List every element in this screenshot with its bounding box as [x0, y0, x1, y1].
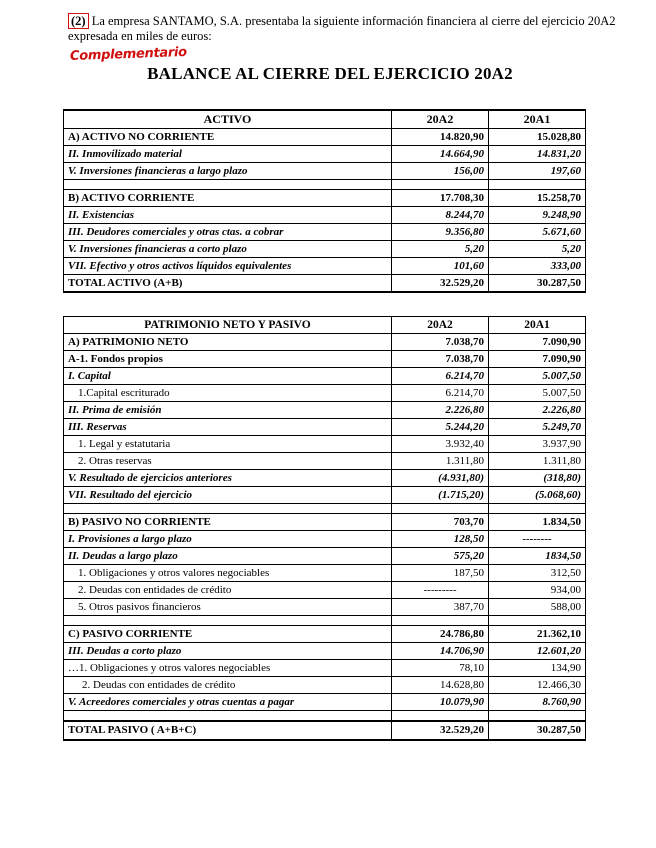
value-20a1: 21.362,10: [489, 626, 586, 643]
header-cell: PATRIMONIO NETO Y PASIVO: [64, 317, 392, 334]
value-20a1: 197,60: [489, 163, 586, 180]
row-label: C) PASIVO CORRIENTE: [64, 626, 392, 643]
row-label: V. Inversiones financieras a corto plazo: [64, 241, 392, 258]
value-20a2: 1.311,80: [392, 453, 489, 470]
table-header-row: [64, 317, 586, 334]
value-20a2: 10.079,90: [392, 694, 489, 711]
value-20a2: 187,50: [392, 565, 489, 582]
value-20a2: 6.214,70: [392, 368, 489, 385]
table-row: [64, 470, 586, 487]
table-row: [64, 694, 586, 711]
value-20a2: 387,70: [392, 599, 489, 616]
row-label: III. Deudas a corto plazo: [64, 643, 392, 660]
table-row: [64, 351, 586, 368]
value-20a2: 8.244,70: [392, 207, 489, 224]
row-label: 1. Obligaciones y otros valores negociables: [64, 565, 392, 582]
value-20a1: 5.007,50: [489, 368, 586, 385]
header-cell: ACTIVO: [64, 110, 392, 129]
table-row: [64, 643, 586, 660]
header-cell: 20A2: [392, 110, 489, 129]
row-label: I. Capital: [64, 368, 392, 385]
spacer-row: [64, 616, 586, 626]
table-row: [64, 565, 586, 582]
row-label: TOTAL PASIVO ( A+B+C): [64, 721, 392, 740]
table-row: [64, 241, 586, 258]
value-20a2: 9.356,80: [392, 224, 489, 241]
table-row: [64, 146, 586, 163]
value-20a1: 333,00: [489, 258, 586, 275]
value-20a2: 575,20: [392, 548, 489, 565]
value-20a1: (5.068,60): [489, 487, 586, 504]
intro-paragraph: [68, 14, 628, 44]
table-row: [64, 419, 586, 436]
table-row: [64, 626, 586, 643]
table-row: [64, 334, 586, 351]
table-row: [64, 207, 586, 224]
row-label: 2. Otras reservas: [64, 453, 392, 470]
row-label: TOTAL ACTIVO (A+B): [64, 275, 392, 293]
value-20a2: 128,50: [392, 531, 489, 548]
row-label: II. Existencias: [64, 207, 392, 224]
spacer-row: [64, 711, 586, 722]
value-20a1: 30.287,50: [489, 721, 586, 740]
value-20a1: 12.466,30: [489, 677, 586, 694]
table-row: [64, 190, 586, 207]
value-20a1: 5.671,60: [489, 224, 586, 241]
row-label: II. Inmovilizado material: [64, 146, 392, 163]
value-20a1: 7.090,90: [489, 351, 586, 368]
row-label: B) PASIVO NO CORRIENTE: [64, 514, 392, 531]
row-label: A) PATRIMONIO NETO: [64, 334, 392, 351]
spacer-row: [64, 180, 586, 190]
value-20a1: 12.601,20: [489, 643, 586, 660]
value-20a2: 78,10: [392, 660, 489, 677]
table-row: [64, 258, 586, 275]
row-label: VII. Efectivo y otros activos líquidos equivalentes: [64, 258, 392, 275]
table-row: [64, 548, 586, 565]
value-20a1: 3.937,90: [489, 436, 586, 453]
row-label: V. Acreedores comerciales y otras cuentas a pagar: [64, 694, 392, 711]
value-20a2: 156,00: [392, 163, 489, 180]
handwritten-note: Complementario: [69, 44, 188, 65]
spacer-row: [64, 504, 586, 514]
value-20a2: 5,20: [392, 241, 489, 258]
row-label: …1. Obligaciones y otros valores negociables: [64, 660, 392, 677]
value-20a1: 588,00: [489, 599, 586, 616]
value-20a2: 6.214,70: [392, 385, 489, 402]
value-20a1: 1.834,50: [489, 514, 586, 531]
row-label: A-1. Fondos propios: [64, 351, 392, 368]
exercise-number: (2): [68, 13, 89, 29]
table-row: [64, 402, 586, 419]
table-row: [64, 582, 586, 599]
row-label: B) ACTIVO CORRIENTE: [64, 190, 392, 207]
total-row: [64, 721, 586, 740]
table-row: [64, 453, 586, 470]
value-20a2: 7.038,70: [392, 334, 489, 351]
header-cell: 20A2: [392, 317, 489, 334]
header-cell: 20A1: [489, 317, 586, 334]
table-row: [64, 660, 586, 677]
row-label: V. Resultado de ejercicios anteriores: [64, 470, 392, 487]
value-20a1: 15.258,70: [489, 190, 586, 207]
row-label: 1. Legal y estatutaria: [64, 436, 392, 453]
table-row: [64, 224, 586, 241]
row-label: V. Inversiones financieras a largo plazo: [64, 163, 392, 180]
row-label: A) ACTIVO NO CORRIENTE: [64, 129, 392, 146]
value-20a2: 3.932,40: [392, 436, 489, 453]
value-20a2: 14.820,90: [392, 129, 489, 146]
value-20a2: 32.529,20: [392, 275, 489, 293]
value-20a1: 5,20: [489, 241, 586, 258]
value-20a2: 7.038,70: [392, 351, 489, 368]
value-20a2: 101,60: [392, 258, 489, 275]
value-20a2: 2.226,80: [392, 402, 489, 419]
table-row: [64, 487, 586, 504]
value-20a2: 17.708,30: [392, 190, 489, 207]
value-20a2: 14.664,90: [392, 146, 489, 163]
value-20a1: 15.028,80: [489, 129, 586, 146]
value-20a1: 2.226,80: [489, 402, 586, 419]
value-20a1: 5.249,70: [489, 419, 586, 436]
row-label: II. Deudas a largo plazo: [64, 548, 392, 565]
value-20a2: (4.931,80): [392, 470, 489, 487]
value-20a1: --------: [489, 531, 586, 548]
value-20a1: 30.287,50: [489, 275, 586, 293]
row-label: III. Reservas: [64, 419, 392, 436]
row-label: 1.Capital escriturado: [64, 385, 392, 402]
row-label: 2. Deudas con entidades de crédito: [64, 677, 392, 694]
table-row: [64, 436, 586, 453]
table-row: [64, 163, 586, 180]
total-row: [64, 275, 586, 293]
page-title: BALANCE AL CIERRE DEL EJERCICIO 20A2: [147, 64, 513, 83]
pasivo-table: [63, 316, 586, 741]
value-20a1: (318,80): [489, 470, 586, 487]
table-row: [64, 368, 586, 385]
value-20a2: 5.244,20: [392, 419, 489, 436]
value-20a2: ---------: [392, 582, 489, 599]
row-label: 2. Deudas con entidades de crédito: [64, 582, 392, 599]
value-20a1: 312,50: [489, 565, 586, 582]
row-label: II. Prima de emisión: [64, 402, 392, 419]
row-label: III. Deudores comerciales y otras ctas. a cobrar: [64, 224, 392, 241]
table-row: [64, 385, 586, 402]
value-20a1: 7.090,90: [489, 334, 586, 351]
value-20a2: (1.715,20): [392, 487, 489, 504]
row-label: 5. Otros pasivos financieros: [64, 599, 392, 616]
value-20a1: 134,90: [489, 660, 586, 677]
value-20a1: 1834,50: [489, 548, 586, 565]
table-row: [64, 531, 586, 548]
value-20a2: 14.628,80: [392, 677, 489, 694]
value-20a2: 32.529,20: [392, 721, 489, 740]
header-cell: 20A1: [489, 110, 586, 129]
value-20a2: 24.786,80: [392, 626, 489, 643]
intro-text: La empresa SANTAMO, S.A. presentaba la siguiente información financiera al cierre del ejercicio 20A2 expresada en miles de euros:: [68, 14, 616, 43]
value-20a1: 1.311,80: [489, 453, 586, 470]
table-row: [64, 514, 586, 531]
value-20a2: 703,70: [392, 514, 489, 531]
value-20a1: 14.831,20: [489, 146, 586, 163]
table-row: [64, 129, 586, 146]
activo-table: [63, 109, 586, 293]
table-row: [64, 677, 586, 694]
table-row: [64, 599, 586, 616]
table-header-row: [64, 110, 586, 129]
value-20a1: 9.248,90: [489, 207, 586, 224]
row-label: I. Provisiones a largo plazo: [64, 531, 392, 548]
value-20a2: 14.706,90: [392, 643, 489, 660]
value-20a1: 5.007,50: [489, 385, 586, 402]
value-20a1: 8.760,90: [489, 694, 586, 711]
row-label: VII. Resultado del ejercicio: [64, 487, 392, 504]
value-20a1: 934,00: [489, 582, 586, 599]
